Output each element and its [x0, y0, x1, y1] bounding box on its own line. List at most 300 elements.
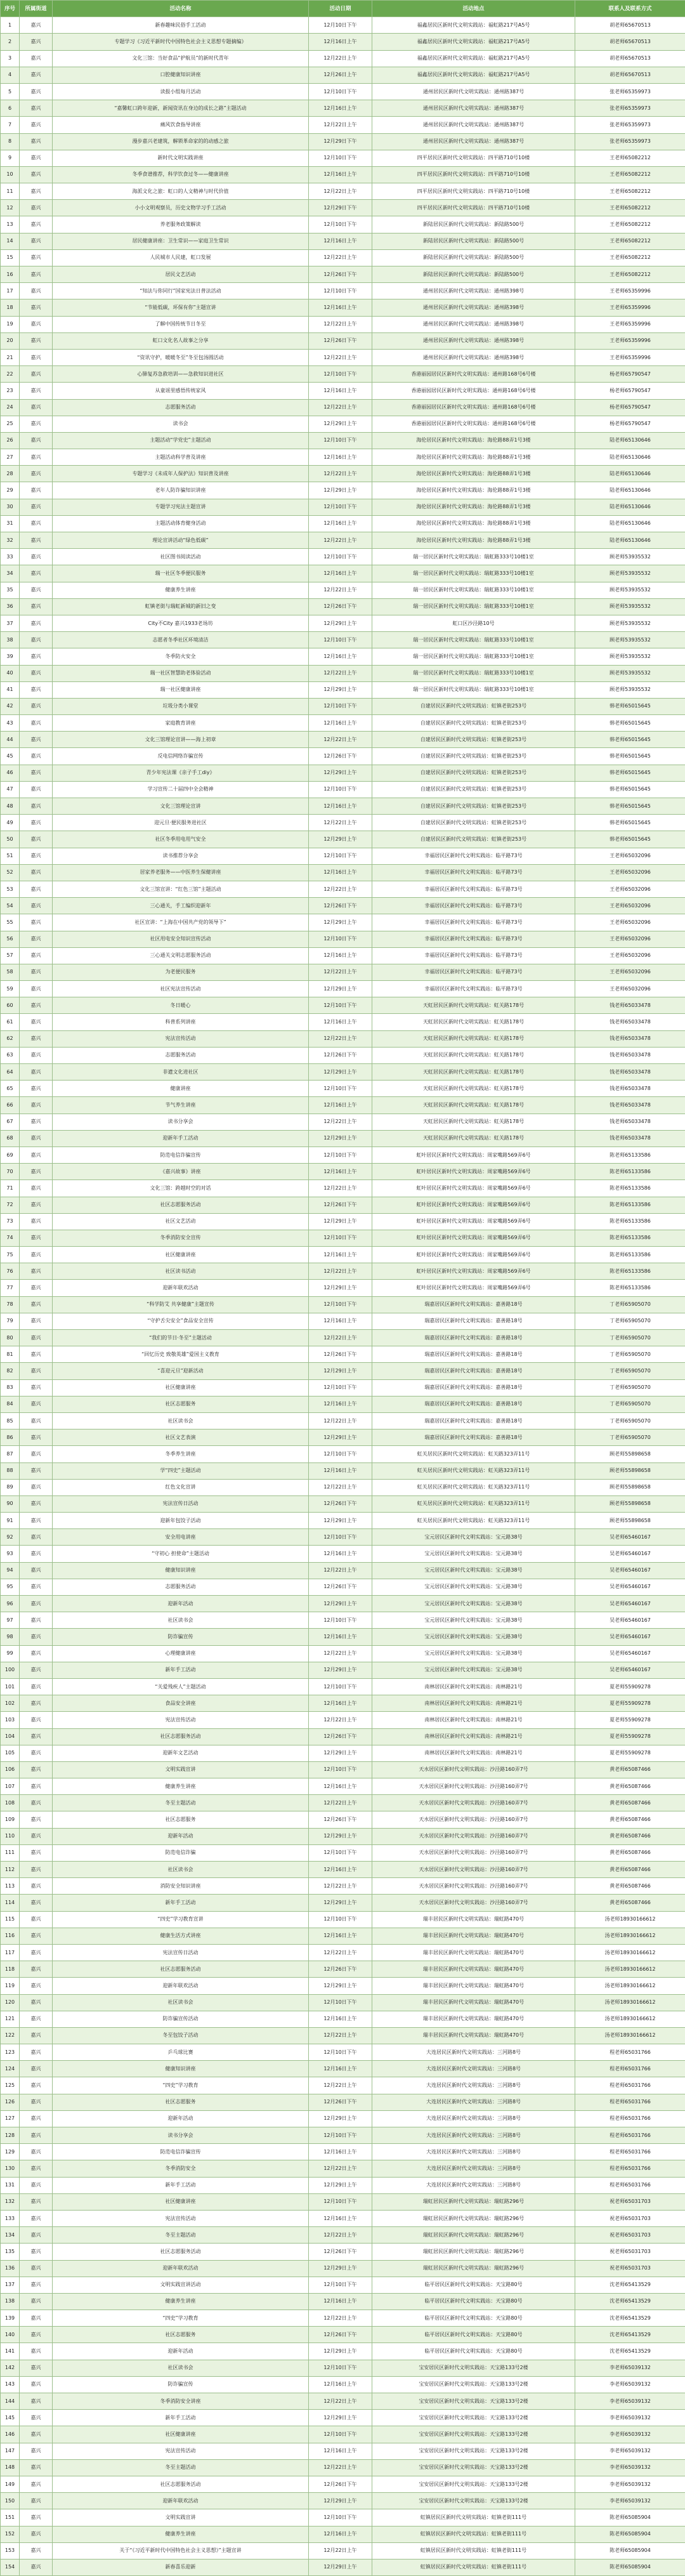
cell-activity-date: 12月29日下午 [309, 133, 372, 150]
cell-activity-location: 宝安居民区新时代文明实践站：天宝路133号2楼 [372, 2459, 575, 2476]
cell-street: 嘉兴 [20, 2360, 53, 2376]
table-row [1, 1263, 685, 1280]
cell-street: 嘉兴 [20, 2110, 53, 2127]
cell-index: 63 [1, 1047, 20, 1063]
cell-activity-name: 宪法宣传活动 [53, 1030, 309, 1047]
cell-street: 嘉兴 [20, 466, 53, 482]
cell-contact: 汤老师18930166612 [575, 1944, 685, 1961]
cell-street: 嘉兴 [20, 1263, 53, 1280]
cell-street: 嘉兴 [20, 1429, 53, 1446]
cell-contact: 丁老师65905070 [575, 1346, 685, 1363]
cell-contact: 王老师65082212 [575, 200, 685, 216]
table-row [1, 1529, 685, 1546]
cell-contact: 王老师65082212 [575, 266, 685, 283]
cell-index: 81 [1, 1346, 20, 1363]
cell-contact: 程老师65031766 [575, 2127, 685, 2144]
cell-activity-name: 宪法宣传活动 [53, 2443, 309, 2459]
cell-street: 嘉兴 [20, 648, 53, 665]
cell-activity-name: “知法与你同行”国家宪法日普法活动 [53, 283, 309, 299]
cell-contact: 吴老师65460167 [575, 1662, 685, 1678]
cell-activity-date: 12月26日下午 [309, 1346, 372, 1363]
cell-index: 76 [1, 1263, 20, 1280]
cell-street: 嘉兴 [20, 2426, 53, 2443]
cell-activity-date: 12月29日上午 [309, 1363, 372, 1379]
table-row [1, 2459, 685, 2476]
cell-activity-date: 12月16日上午 [309, 798, 372, 815]
cell-contact: 顾老师53935532 [575, 665, 685, 681]
cell-street: 嘉兴 [20, 1862, 53, 1878]
table-row [1, 598, 685, 615]
cell-index: 94 [1, 1562, 20, 1579]
cell-contact: 钱老师65033478 [575, 1047, 685, 1063]
cell-activity-name: 垃圾分类小课堂 [53, 698, 309, 714]
cell-index: 9 [1, 150, 20, 166]
cell-index: 110 [1, 1828, 20, 1844]
cell-activity-date: 12月16日上午 [309, 515, 372, 532]
cell-activity-date: 12月16日上午 [309, 34, 372, 50]
cell-activity-date: 12月26日下午 [309, 266, 372, 283]
cell-street: 嘉兴 [20, 2459, 53, 2476]
cell-street: 嘉兴 [20, 2260, 53, 2277]
cell-index: 151 [1, 2509, 20, 2526]
cell-activity-date: 12月29日上午 [309, 981, 372, 997]
cell-activity-date: 12月16日上午 [309, 1546, 372, 1562]
table-row [1, 1479, 685, 1495]
cell-contact: 韩老师65015645 [575, 698, 685, 714]
cell-street: 嘉兴 [20, 732, 53, 748]
cell-index: 74 [1, 1230, 20, 1246]
cell-contact: 祝老师65031703 [575, 2227, 685, 2244]
cell-index: 71 [1, 1180, 20, 1197]
cell-activity-location: 海伦居民区新时代文明实践站：海伦路88弄1号3楼 [372, 532, 575, 549]
table-row [1, 1446, 685, 1462]
cell-activity-date: 12月29日上午 [309, 1280, 372, 1296]
cell-street: 嘉兴 [20, 615, 53, 631]
cell-activity-date: 12月29日上午 [309, 482, 372, 499]
cell-activity-date: 12月29日上午 [309, 1213, 372, 1230]
table-row [1, 2310, 685, 2327]
cell-street: 嘉兴 [20, 2193, 53, 2210]
cell-activity-date: 12月10日下午 [309, 1230, 372, 1246]
cell-activity-date: 12月16日上午 [309, 565, 372, 582]
table-row [1, 665, 685, 681]
cell-index: 108 [1, 1795, 20, 1811]
cell-activity-date: 12月10日下午 [309, 781, 372, 798]
cell-activity-location: 瑞丰居民区新时代文明实践站：瑞虹路470号 [372, 1944, 575, 1961]
table-row [1, 2542, 685, 2559]
cell-activity-name: 健康养生讲座 [53, 1778, 309, 1795]
table-row [1, 83, 685, 100]
cell-contact: 陈老师65133586 [575, 1147, 685, 1163]
cell-street: 嘉兴 [20, 150, 53, 166]
cell-activity-location: 天水居民区新时代文明实践站：沙泾路160弄7号 [372, 1761, 575, 1778]
cell-street: 嘉兴 [20, 665, 53, 681]
cell-activity-name: 新年手工活动 [53, 1662, 309, 1678]
cell-contact: 吴老师65460167 [575, 1645, 685, 1662]
cell-index: 106 [1, 1761, 20, 1778]
cell-index: 75 [1, 1247, 20, 1263]
table-row [1, 283, 685, 299]
cell-activity-date: 12月22日上午 [309, 183, 372, 200]
cell-activity-location: 瑞一居民区新时代文明实践站：瑞虹路333号10楼1室 [372, 648, 575, 665]
cell-activity-location: 虹口区沙泾路10号 [372, 615, 575, 631]
table-row [1, 216, 685, 233]
cell-activity-date: 12月29日上午 [309, 1513, 372, 1529]
cell-index: 33 [1, 549, 20, 565]
cell-contact: 陆老师65130646 [575, 499, 685, 515]
cell-street: 嘉兴 [20, 1596, 53, 1612]
cell-street: 嘉兴 [20, 848, 53, 864]
cell-index: 115 [1, 1911, 20, 1928]
cell-activity-location: 天虹居民区新时代文明实践站：虹关路178号 [372, 997, 575, 1014]
cell-contact: 黄老师65087466 [575, 1795, 685, 1811]
cell-activity-location: 天水居民区新时代文明实践站：沙泾路160弄7号 [372, 1828, 575, 1844]
cell-activity-location: 南林居民区新时代文明实践站：南林路21号 [372, 1678, 575, 1695]
cell-activity-date: 12月16日上午 [309, 1014, 372, 1030]
cell-activity-location: 虹叶居民区新时代文明实践站：周家嘴路569弄6号 [372, 1213, 575, 1230]
cell-contact: 钱老师65033478 [575, 997, 685, 1014]
cell-activity-location: 四平居民区新时代文明实践站：四平路710号10楼 [372, 200, 575, 216]
table-row [1, 1379, 685, 1396]
cell-contact: 陈老师65133586 [575, 1263, 685, 1280]
table-row [1, 2061, 685, 2077]
cell-activity-date: 12月29日上午 [309, 831, 372, 848]
cell-index: 91 [1, 1513, 20, 1529]
cell-activity-name: 社区读书会 [53, 2360, 309, 2376]
cell-activity-name: 专题学习《习近平新时代中国特色社会主义思想专题摘编》 [53, 34, 309, 50]
cell-index: 143 [1, 2376, 20, 2393]
table-row [1, 1562, 685, 1579]
cell-contact: 李老师65039132 [575, 2443, 685, 2459]
cell-activity-name: 冬季消防安全 [53, 2160, 309, 2177]
cell-contact: 陈老师65133586 [575, 1180, 685, 1197]
table-row [1, 1712, 685, 1728]
cell-street: 嘉兴 [20, 2376, 53, 2393]
cell-activity-location: 福鑫居民区新时代文明实践站：福虹路217号A5号 [372, 50, 575, 67]
cell-contact: 顾老师53935532 [575, 632, 685, 648]
cell-index: 137 [1, 2277, 20, 2293]
cell-activity-name: 新时代文明实践讲座 [53, 150, 309, 166]
table-row [1, 1579, 685, 1595]
table-row [1, 715, 685, 732]
cell-activity-date: 12月29日上午 [309, 1662, 372, 1678]
cell-contact: 王老师65032096 [575, 947, 685, 964]
cell-activity-date: 12月10日下午 [309, 2509, 372, 2526]
cell-activity-date: 12月22日上午 [309, 582, 372, 598]
cell-activity-location: 虹关居民区新时代文明实践站：虹关路323弄11号 [372, 1495, 575, 1512]
cell-activity-location: 香港丽园居民区新时代文明实践站：通州路168号6号楼 [372, 416, 575, 432]
cell-contact: 丁老师65905070 [575, 1363, 685, 1379]
cell-contact: 陆老师65130646 [575, 466, 685, 482]
cell-activity-date: 12月22日上午 [309, 881, 372, 897]
header-index: 序号 [1, 1, 20, 17]
cell-street: 嘉兴 [20, 2476, 53, 2492]
table-row [1, 50, 685, 67]
cell-activity-location: 宝安居民区新时代文明实践站：天宝路133号2楼 [372, 2360, 575, 2376]
cell-activity-date: 12月26日下午 [309, 598, 372, 615]
cell-activity-date: 12月10日下午 [309, 1994, 372, 2011]
cell-index: 68 [1, 1130, 20, 1147]
table-row [1, 1081, 685, 1097]
cell-activity-name: 新年手工活动 [53, 2410, 309, 2426]
cell-street: 嘉兴 [20, 1712, 53, 1728]
cell-index: 133 [1, 2210, 20, 2226]
cell-street: 嘉兴 [20, 1462, 53, 1479]
cell-index: 21 [1, 349, 20, 365]
cell-street: 嘉兴 [20, 598, 53, 615]
cell-activity-date: 12月10日下午 [309, 216, 372, 233]
cell-activity-name: 学“四史”主题活动 [53, 1462, 309, 1479]
cell-street: 嘉兴 [20, 981, 53, 997]
cell-activity-date: 12月10日下午 [309, 1379, 372, 1396]
cell-street: 嘉兴 [20, 1895, 53, 1911]
cell-contact: 顾老师53935532 [575, 681, 685, 698]
table-row [1, 2426, 685, 2443]
cell-activity-date: 12月29日上午 [309, 2343, 372, 2360]
cell-street: 嘉兴 [20, 482, 53, 499]
cell-activity-location: 幸福居民区新时代文明实践站：临平路73号 [372, 914, 575, 931]
cell-activity-name: 社区志愿服务活动 [53, 1197, 309, 1213]
cell-index: 139 [1, 2310, 20, 2327]
table-row [1, 748, 685, 765]
cell-activity-name: 瑞一社区冬季便民服务 [53, 565, 309, 582]
cell-activity-date: 12月22日上午 [309, 117, 372, 133]
cell-contact: 韩老师65015645 [575, 715, 685, 732]
cell-street: 嘉兴 [20, 2526, 53, 2542]
cell-activity-name: 冬日暖心 [53, 997, 309, 1014]
cell-activity-name: 社区志愿服务 [53, 2094, 309, 2110]
table-row [1, 1330, 685, 1346]
cell-activity-date: 12月16日上午 [309, 1462, 372, 1479]
table-row [1, 499, 685, 515]
cell-activity-date: 12月10日下午 [309, 997, 372, 1014]
cell-index: 101 [1, 1678, 20, 1695]
cell-activity-date: 12月22日上午 [309, 1330, 372, 1346]
cell-activity-name: 从童谣里感悟传统家风 [53, 383, 309, 399]
cell-contact: 陆老师65130646 [575, 482, 685, 499]
table-row [1, 399, 685, 416]
cell-activity-location: 大连居民区新时代文明实践站：三河路8号 [372, 2160, 575, 2177]
cell-activity-date: 12月10日下午 [309, 150, 372, 166]
cell-activity-name: 迎新年联欢活动 [53, 1280, 309, 1296]
cell-street: 嘉兴 [20, 532, 53, 549]
cell-street: 嘉兴 [20, 133, 53, 150]
cell-activity-location: 天虹居民区新时代文明实践站：虹关路178号 [372, 1064, 575, 1081]
cell-index: 57 [1, 947, 20, 964]
cell-activity-date: 12月10日下午 [309, 1081, 372, 1097]
cell-street: 嘉兴 [20, 1978, 53, 1994]
table-row [1, 233, 685, 249]
cell-contact: 黄老师65087466 [575, 1761, 685, 1778]
cell-contact: 顾老师53935532 [575, 549, 685, 565]
cell-contact: 李老师65039132 [575, 2393, 685, 2410]
table-row [1, 166, 685, 183]
cell-contact: 陈老师65085904 [575, 2542, 685, 2559]
cell-street: 嘉兴 [20, 565, 53, 582]
cell-activity-location: 宝元居民区新时代文明实践站：宝元路38号 [372, 1612, 575, 1629]
cell-activity-location: 幸福居民区新时代文明实践站：临平路73号 [372, 898, 575, 914]
cell-contact: 丁老师65905070 [575, 1379, 685, 1396]
table-row [1, 1778, 685, 1795]
cell-activity-date: 12月22日上午 [309, 1795, 372, 1811]
cell-activity-date: 12月26日下午 [309, 898, 372, 914]
cell-street: 嘉兴 [20, 931, 53, 947]
table-row [1, 831, 685, 848]
cell-index: 141 [1, 2343, 20, 2360]
table-row [1, 200, 685, 216]
cell-activity-date: 12月16日上午 [309, 2011, 372, 2027]
cell-activity-name: 健康生活方式讲座 [53, 1928, 309, 1944]
cell-contact: 李老师65039132 [575, 2426, 685, 2443]
cell-activity-date: 12月22日上午 [309, 466, 372, 482]
cell-index: 62 [1, 1030, 20, 1047]
cell-index: 24 [1, 399, 20, 416]
cell-activity-date: 12月22日上午 [309, 50, 372, 67]
cell-activity-date: 12月22日上午 [309, 2310, 372, 2327]
table-row [1, 1862, 685, 1878]
cell-street: 嘉兴 [20, 266, 53, 283]
cell-activity-name: 社区读书会 [53, 1612, 309, 1629]
cell-activity-location: 福鑫居民区新时代文明实践站：福虹路217号A5号 [372, 17, 575, 34]
cell-street: 嘉兴 [20, 2177, 53, 2193]
cell-activity-location: 新陆居民区新时代文明实践站：新陆路500号 [372, 233, 575, 249]
cell-activity-location: 瑞虹居民区新时代文明实践站：瑞虹路296号 [372, 2260, 575, 2277]
cell-activity-name: 健康养生讲座 [53, 2293, 309, 2310]
cell-index: 39 [1, 648, 20, 665]
cell-activity-location: 虹叶居民区新时代文明实践站：周家嘴路569弄6号 [372, 1164, 575, 1180]
cell-activity-date: 12月10日下午 [309, 848, 372, 864]
cell-street: 嘉兴 [20, 898, 53, 914]
cell-activity-date: 12月22日上午 [309, 2542, 372, 2559]
cell-index: 121 [1, 2011, 20, 2027]
cell-street: 嘉兴 [20, 2542, 53, 2559]
cell-activity-date: 12月29日上午 [309, 765, 372, 781]
table-row [1, 1513, 685, 1529]
table-row [1, 549, 685, 565]
cell-activity-name: 社区读书会 [53, 1412, 309, 1429]
cell-activity-location: 瑞一居民区新时代文明实践站：瑞虹路333号10楼1室 [372, 665, 575, 681]
cell-index: 80 [1, 1330, 20, 1346]
cell-activity-location: 虹关居民区新时代文明实践站：虹关路323弄11号 [372, 1446, 575, 1462]
header-activity-date: 活动日期 [309, 1, 372, 17]
cell-activity-location: 宝元居民区新时代文明实践站：宝元路38号 [372, 1529, 575, 1546]
cell-activity-name: 食品安全讲座 [53, 1695, 309, 1712]
cell-activity-location: 通州居民区新时代文明实践站：通州路398号 [372, 283, 575, 299]
cell-street: 嘉兴 [20, 299, 53, 316]
table-row [1, 1961, 685, 1978]
cell-street: 嘉兴 [20, 2393, 53, 2410]
table-row [1, 1629, 685, 1645]
cell-street: 嘉兴 [20, 1363, 53, 1379]
cell-index: 149 [1, 2476, 20, 2492]
cell-street: 嘉兴 [20, 1313, 53, 1329]
cell-activity-date: 12月29日上午 [309, 615, 372, 631]
cell-contact: 祝老师65031703 [575, 2260, 685, 2277]
cell-activity-name: 虹镇老街与瑞虹新城的新旧之变 [53, 598, 309, 615]
cell-street: 嘉兴 [20, 815, 53, 831]
cell-activity-location: 新陆居民区新时代文明实践站：新陆路500号 [372, 249, 575, 266]
cell-contact: 王老师65032096 [575, 864, 685, 881]
cell-activity-location: 虹叶居民区新时代文明实践站：周家嘴路569弄6号 [372, 1263, 575, 1280]
cell-activity-name: 新春趣味民俗手工活动 [53, 17, 309, 34]
cell-activity-location: 宝安居民区新时代文明实践站：天宝路133号2楼 [372, 2443, 575, 2459]
cell-activity-location: 虹镇居民区新时代文明实践站：虹镇老街111号 [372, 2559, 575, 2575]
cell-street: 嘉兴 [20, 449, 53, 466]
cell-activity-date: 12月26日下午 [309, 1047, 372, 1063]
cell-activity-date: 12月26日下午 [309, 1811, 372, 1828]
cell-street: 嘉兴 [20, 1130, 53, 1147]
cell-street: 嘉兴 [20, 2327, 53, 2343]
cell-activity-date: 12月22日上午 [309, 1114, 372, 1130]
table-row [1, 1114, 685, 1130]
cell-index: 8 [1, 133, 20, 150]
table-row [1, 1014, 685, 1030]
cell-street: 嘉兴 [20, 1030, 53, 1047]
table-row [1, 416, 685, 432]
table-row [1, 565, 685, 582]
cell-activity-name: 社区健康讲座 [53, 2193, 309, 2210]
table-row [1, 432, 685, 449]
cell-contact: 祝老师65031703 [575, 2210, 685, 2226]
cell-activity-location: 宝元居民区新时代文明实践站：宝元路38号 [372, 1629, 575, 1645]
table-row [1, 383, 685, 399]
cell-activity-name: 文明实践宣讲 [53, 1761, 309, 1778]
cell-activity-location: 幸福居民区新时代文明实践站：临平路73号 [372, 947, 575, 964]
cell-index: 32 [1, 532, 20, 549]
cell-activity-date: 12月22日上午 [309, 532, 372, 549]
cell-street: 嘉兴 [20, 1778, 53, 1795]
cell-index: 64 [1, 1064, 20, 1081]
cell-contact: 钱老师65033478 [575, 1081, 685, 1097]
cell-activity-location: 瑞一居民区新时代文明实践站：瑞虹路333号10楼1室 [372, 582, 575, 598]
cell-index: 19 [1, 316, 20, 332]
cell-street: 嘉兴 [20, 1330, 53, 1346]
cell-index: 130 [1, 2160, 20, 2177]
cell-activity-location: 自建居民区新时代文明实践站：虹镇老街253号 [372, 698, 575, 714]
cell-contact: 王老师65359996 [575, 349, 685, 365]
cell-activity-location: 虹镇居民区新时代文明实践站：虹镇老街111号 [372, 2509, 575, 2526]
cell-index: 51 [1, 848, 20, 864]
cell-street: 嘉兴 [20, 2310, 53, 2327]
cell-activity-date: 12月22日上午 [309, 2459, 372, 2476]
table-row [1, 1795, 685, 1811]
header-activity-name: 活动名称 [53, 1, 309, 17]
cell-activity-location: 临平居民区新时代文明实践站：天宝路80号 [372, 2310, 575, 2327]
cell-activity-name: 冬至主题活动 [53, 2459, 309, 2476]
cell-index: 38 [1, 632, 20, 648]
cell-activity-name: 志愿者冬季社区环境清洁 [53, 632, 309, 648]
cell-activity-name: 迎新年活动 [53, 2343, 309, 2360]
cell-index: 111 [1, 1844, 20, 1861]
cell-activity-name: 新年手工活动 [53, 1895, 309, 1911]
cell-activity-date: 12月16日上午 [309, 1097, 372, 1114]
header-activity-location: 活动地点 [372, 1, 575, 17]
cell-activity-name: 读书推荐分享会 [53, 848, 309, 864]
cell-activity-location: 南林居民区新时代文明实践站：南林路21号 [372, 1728, 575, 1745]
cell-street: 嘉兴 [20, 2227, 53, 2244]
table-row [1, 466, 685, 482]
cell-activity-location: 瑞虹居民区新时代文明实践站：瑞虹路296号 [372, 2244, 575, 2260]
cell-activity-date: 12月22日上午 [309, 2077, 372, 2094]
cell-activity-location: 四平居民区新时代文明实践站：四平路710号10楼 [372, 166, 575, 183]
cell-index: 6 [1, 100, 20, 117]
cell-street: 嘉兴 [20, 349, 53, 365]
cell-street: 嘉兴 [20, 1695, 53, 1712]
cell-activity-location: 虹镇居民区新时代文明实践站：虹镇老街111号 [372, 2526, 575, 2542]
cell-activity-date: 12月10日下午 [309, 2360, 372, 2376]
cell-contact: 吴老师65460167 [575, 1562, 685, 1579]
cell-contact: 程老师65031766 [575, 2177, 685, 2193]
